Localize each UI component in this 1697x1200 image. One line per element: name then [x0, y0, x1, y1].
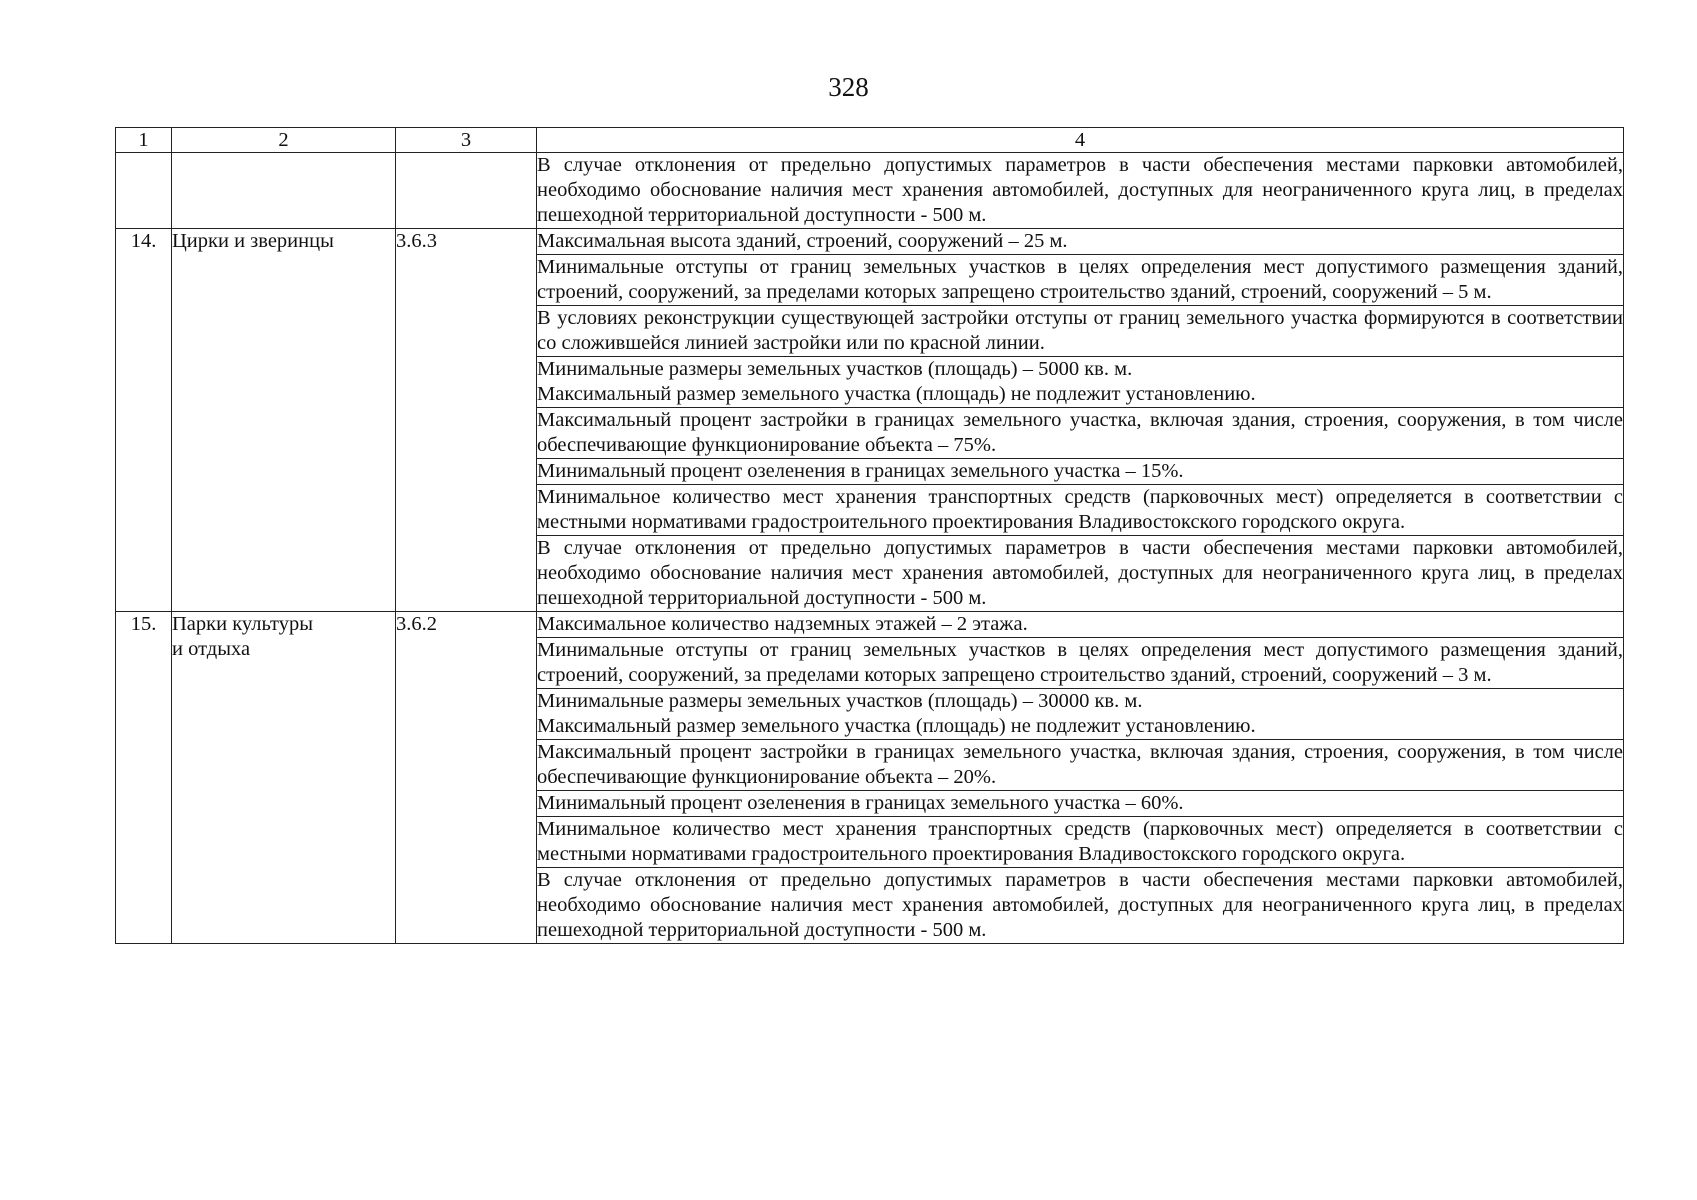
- header-col-4: 4: [537, 128, 1624, 153]
- param-cell: [537, 638, 1624, 689]
- row-code: [396, 153, 537, 229]
- row-code: 3.6.2: [396, 612, 537, 944]
- param-cell: [537, 357, 1624, 408]
- param-text: Минимальный процент озеленения в границах земельного участка – 60%.: [537, 792, 1184, 814]
- header-col-1: 1: [116, 128, 172, 153]
- param-text: В условиях реконструкции существующей застройки отступы от границ земельного участка формируются в соответствии со сложившейся линией застройки или по красной линии.: [537, 307, 1623, 354]
- param-text: Максимальный размер земельного участка (площадь) не подлежит установлению.: [537, 383, 1256, 405]
- param-cell: [537, 689, 1624, 740]
- row-name: [172, 612, 396, 944]
- param-cell: [537, 459, 1624, 485]
- param-cell: [537, 306, 1624, 357]
- param-cell: В случае отклонения от предельно допустимых параметров в части обеспечения местами парковки автомобилей, необходимо обоснование наличия мест хранения автомобилей, доступных для неограниченного круга лиц, в пределах пешеходной территориальной доступности - 500 м.: [537, 153, 1624, 229]
- param-cell: [537, 408, 1624, 459]
- param-text: Максимальный процент застройки в границах земельного участка, включая здания, строения, сооружения, в том числе обеспечивающие функционирование объекта – 20%.: [537, 741, 1623, 788]
- param-cell: [537, 536, 1624, 612]
- param-text: Минимальный процент озеленения в границах земельного участка – 15%.: [537, 460, 1184, 482]
- param-cell: [537, 817, 1624, 868]
- row-name-line: и отдыха: [172, 638, 251, 660]
- row-name-line: Парки культуры: [172, 613, 313, 635]
- param-text: Максимальное количество надземных этажей – 2 этажа.: [537, 613, 1028, 635]
- param-text: Минимальные размеры земельных участков (площадь) – 5000 кв. м.: [537, 358, 1133, 380]
- param-cell: [537, 485, 1624, 536]
- table-row: [116, 229, 1624, 255]
- param-text: В случае отклонения от предельно допустимых параметров в части обеспечения местами парковки автомобилей, необходимо обоснование наличия мест хранения автомобилей, доступных для неограниченного круга лиц, в пределах пешеходной территориальной доступности - 500 м.: [537, 537, 1623, 609]
- header-col-3: 3: [396, 128, 537, 153]
- row-name: Цирки и зверинцы: [172, 229, 396, 612]
- row-name: [172, 153, 396, 229]
- param-text: Минимальные размеры земельных участков (площадь) – 30000 кв. м.: [537, 690, 1143, 712]
- row-number: 14.: [116, 229, 172, 612]
- param-text: Максимальный размер земельного участка (площадь) не подлежит установлению.: [537, 715, 1256, 737]
- table-row-continuation: [116, 153, 1624, 229]
- param-text: Минимальное количество мест хранения транспортных средств (парковочных мест) определяется в соответствии с местными нормативами градостроительного проектирования Владивостокского городского округа.: [537, 818, 1623, 865]
- param-cell: [537, 791, 1624, 817]
- table-row: [116, 612, 1624, 638]
- param-text: Минимальные отступы от границ земельных участков в целях определения мест допустимого размещения зданий, строений, сооружений, за пределами которых запрещено строительство зданий, строений, сооружений – 3 м.: [537, 639, 1623, 686]
- param-cell: [537, 740, 1624, 791]
- param-text: В случае отклонения от предельно допустимых параметров в части обеспечения местами парковки автомобилей, необходимо обоснование наличия мест хранения автомобилей, доступных для неограниченного круга лиц, в пределах пешеходной территориальной доступности - 500 м.: [537, 869, 1623, 941]
- param-text: Максимальный процент застройки в границах земельного участка, включая здания, строения, сооружения, в том числе обеспечивающие функционирование объекта – 75%.: [537, 409, 1623, 456]
- param-cell: [537, 229, 1624, 255]
- table-header-row: [116, 128, 1624, 153]
- row-code: 3.6.3: [396, 229, 537, 612]
- row-number: 15.: [116, 612, 172, 944]
- param-text: Минимальное количество мест хранения транспортных средств (парковочных мест) определяется в соответствии с местными нормативами градостроительного проектирования Владивостокского городского округа.: [537, 486, 1623, 533]
- param-cell: [537, 612, 1624, 638]
- row-number: [116, 153, 172, 229]
- param-cell: [537, 868, 1624, 944]
- page-number: 328: [828, 72, 869, 102]
- param-text: Минимальные отступы от границ земельных участков в целях определения мест допустимого размещения зданий, строений, сооружений, за пределами которых запрещено строительство зданий, строений, сооружений – 5 м.: [537, 256, 1623, 303]
- header-col-2: 2: [172, 128, 396, 153]
- param-text: Максимальная высота зданий, строений, сооружений – 25 м.: [537, 230, 1068, 252]
- param-cell: [537, 255, 1624, 306]
- regulations-table: [115, 127, 1624, 944]
